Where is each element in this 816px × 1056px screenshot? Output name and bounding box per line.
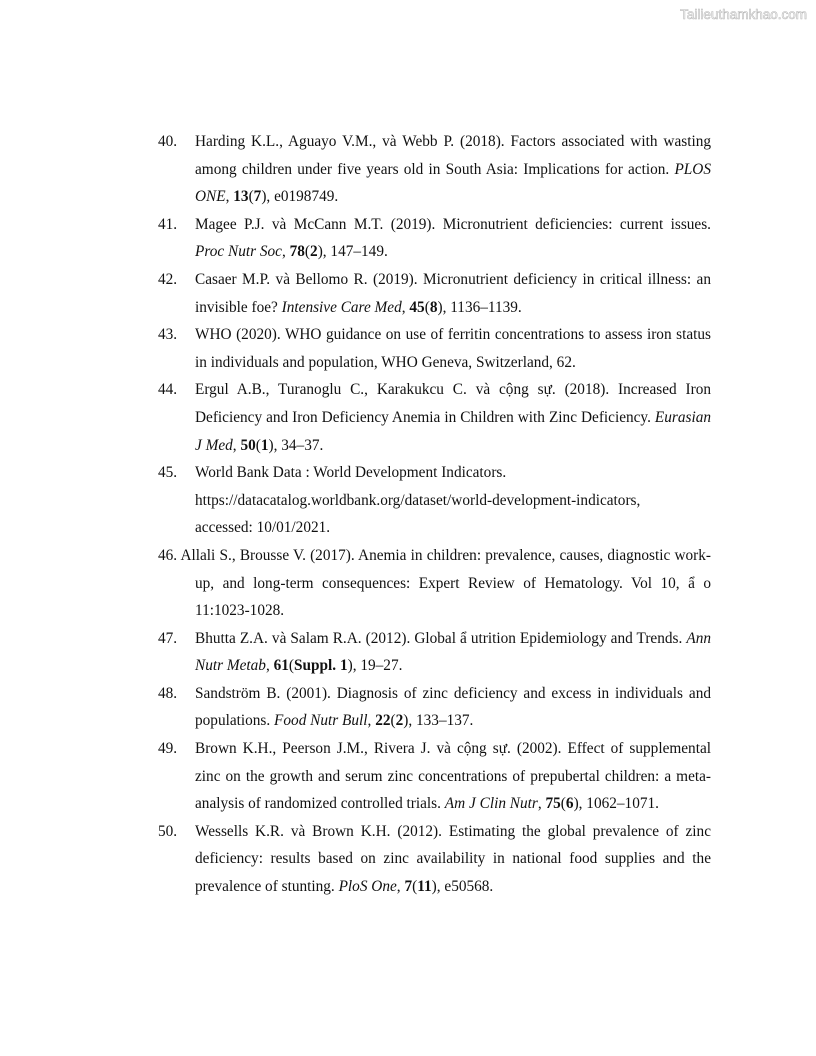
reference-text: Bhutta Z.A. và Salam R.A. (2012). Global ẩ utrition Epidemiology and Trends. Ann Nutr Metab, 61(Suppl. 1), 19–27. <box>195 629 711 675</box>
reference-item <box>158 542 711 625</box>
reference-item <box>158 321 711 376</box>
reference-number: 47. <box>158 629 178 647</box>
reference-number: 41. <box>158 215 178 233</box>
reference-number: 44. <box>158 381 178 399</box>
reference-text: WHO (2020). WHO guidance on use of ferritin concentrations to assess iron status in individuals and population, WHO Geneva, Switzerland, 62. <box>195 326 711 371</box>
reference-number: 50. <box>158 822 178 840</box>
reference-item <box>158 818 711 901</box>
reference-text: Allali S., Brousse V. (2017). Anemia in children: prevalence, causes, diagnostic work-up, and long-term consequences: Expert Review of Hematology. Vol 10, ẩ o 11:1023-1028. <box>180 546 712 620</box>
reference-text: World Bank Data : World Development Indicators. https://datacatalog.worldbank.org/dataset/world-development-indicators, accessed: 10/01/2021. <box>195 464 641 537</box>
reference-text: Casaer M.P. và Bellomo R. (2019). Micronutrient deficiency in critical illness: an invisible foe? Intensive Care Med, 45(8), 1136–1139. <box>195 270 711 316</box>
reference-text: Ergul A.B., Turanoglu C., Karakukcu C. và cộng sự. (2018). Increased Iron Deficiency and Iron Deficiency Anemia in Children with Zinc Deficiency. Eurasian J Med, 50(1), 34–37. <box>195 381 711 454</box>
reference-number: 43. <box>158 326 178 344</box>
reference-text: Magee P.J. và McCann M.T. (2019). Micronutrient deficiencies: current issues. Proc Nutr Soc, 78(2), 147–149. <box>195 215 711 261</box>
reference-number: 49. <box>158 740 178 758</box>
reference-item <box>158 266 711 321</box>
reference-item <box>158 625 711 680</box>
reference-text: Sandström B. (2001). Diagnosis of zinc deficiency and excess in individuals and populations. Food Nutr Bull, 22(2), 133–137. <box>195 684 711 730</box>
reference-item <box>158 459 711 542</box>
reference-item <box>158 735 711 818</box>
reference-item <box>158 128 711 211</box>
reference-number: 42. <box>158 270 178 288</box>
reference-text: Brown K.H., Peerson J.M., Rivera J. và cộng sự. (2002). Effect of supplemental zinc on the growth and serum zinc concentrations of prepubertal children: a meta-analysis of randomized controlled trials. Am J Clin Nutr, 75(6), 1062–1071. <box>195 740 711 813</box>
reference-item <box>158 211 711 266</box>
reference-number: 48. <box>158 684 178 702</box>
reference-number: 46. <box>158 546 178 564</box>
reference-text: Harding K.L., Aguayo V.M., và Webb P. (2018). Factors associated with wasting among children under five years old in South Asia: Implications for action. PLOS ONE, 13(7), e0198749. <box>195 133 711 206</box>
reference-text: Wessells K.R. và Brown K.H. (2012). Estimating the global prevalence of zinc deficiency: results based on zinc availability in national food supplies and the prevalence of stunting. PloS One, 7(11), e50568. <box>195 822 711 896</box>
reference-number: 40. <box>158 133 178 150</box>
reference-text-hanging <box>158 542 711 625</box>
reference-item <box>158 680 711 735</box>
reference-number: 45. <box>158 464 178 482</box>
reference-list <box>158 128 711 901</box>
reference-item <box>158 376 711 459</box>
watermark: Tailieuthamkhao.com <box>680 7 807 22</box>
